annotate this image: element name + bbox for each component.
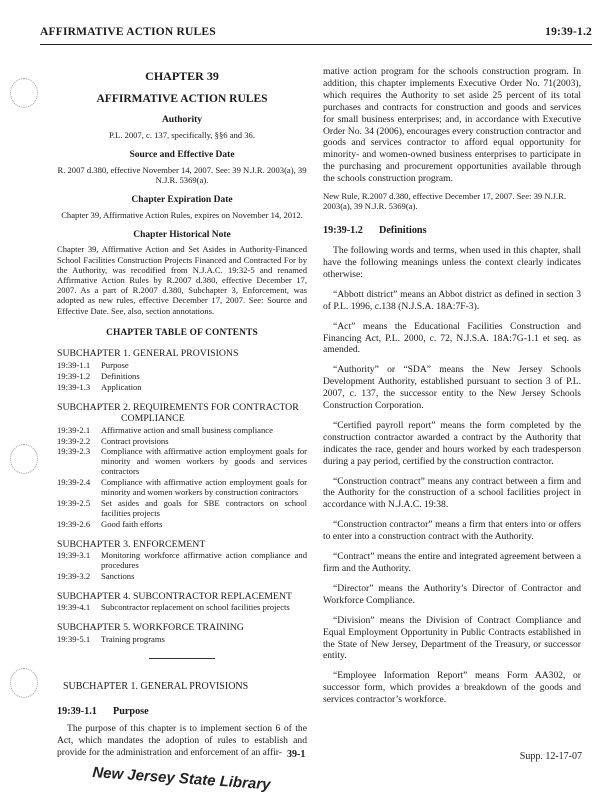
toc-item-number: 19:39-5.1 [57,633,91,644]
toc-item-number: 19:39-2.3 [57,446,91,457]
toc-item-number: 19:39-3.1 [57,550,91,561]
toc-item-text: Good faith efforts [101,518,163,529]
toc-item-number: 19:39-2.5 [57,497,91,508]
toc-item-text: Affirmative action and small business compliance [101,424,273,435]
definition-contract: “Contract” means the entire and integrated agreement between a firm and the Authority. [323,551,581,574]
toc-subchapter [57,348,307,360]
purpose-paragraph-continued: mative action program for the schools construction program. In addition, this chapter implements Executive Order No. 71(2003), which requires the Authority to set aside 25 percent of its total purchases and contracts for construction and goods and services for small business enterprises; and, in accordance with Executive Order No. 34 (2006), encourages every construction contractor and goods and services contractor to afford equal opportunity for minority- and women-owned business enterprises to participate in the purchasing and procurement opportunities available through the schools construction program. [323,66,581,185]
subchapter-1-heading: SUBCHAPTER 1. GENERAL PROVISIONS [63,680,249,692]
definition-employee-information-report: “Employee Information Report” means Form AA302, or successor form, which provides a breakdown of the goods and services contractor’s workforce. [323,670,581,706]
toc-subchapter [57,539,307,551]
authority-heading: Authority [161,115,203,126]
toc-subchapter-title: SUBCHAPTER 5. WORKFORCE TRAINING [57,622,244,634]
toc-subchapter [57,622,307,634]
definitions-section-label: Definitions [379,225,427,237]
definition-act: “Act” means the Educational Facilities Construction and Financing Act, P.L. 2000, c. 72, N.J.S.A. 18A:7G-1.1 et seq. as amended. [323,320,581,356]
toc-subchapter-title: SUBCHAPTER 3. ENFORCEMENT [57,538,206,550]
definitions-section-number: 19:39-1.2 [323,225,363,237]
source-text: R. 2007 d.380, effective November 14, 2007. See: 39 N.J.R. 2003(a), 39 N.J.R. 5369(a). [57,164,307,185]
toc-subchapter-title: SUBCHAPTER 2. REQUIREMENTS FOR CONTRACTOR [57,401,299,413]
toc-item[interactable] [57,361,307,371]
history-text: Chapter 39, Affirmative Action and Set Asides in Authority-Financed School Facilities Construction Projects Financed and Contracted For by the Authority, was recodified from N.J.A.C. 19:32-5 and renamed Affirmative Action Rules by R.2007 d.380, effective December 17, 2007. As a part of R.2007 d.380, Subchapter 3, Enforcement, was adopted as new rules, effective December 17, 2007. See: Source and Effective Date. See, also, section annotations. [57,244,307,316]
chapter-number: CHAPTER 39 [145,69,219,83]
toc-item-text: Compliance with affirmative action employment goals for minority and women workers by goods and services contractors [101,446,307,477]
running-header [40,26,592,42]
definition-abbott-district: “Abbott district” means an Abbot district as defined in section 3 of P.L. 1996, c.138 (N.J.S.A. 18A:7F-3). [323,288,581,312]
toc-item-text: Sanctions [101,570,135,581]
toc-item[interactable] [57,437,307,447]
header-title: AFFIRMATIVE ACTION RULES [40,26,216,38]
definitions-intro: The following words and terms, when used in this chapter, shall have the following meanings unless the context clearly indicates otherwise: [323,245,581,280]
purpose-section-number: 19:39-1.1 [57,706,97,718]
source-heading: Source and Effective Date [129,149,235,160]
definition-construction-contract: “Construction contract” means any contract between a firm and the Authority for the construction of a school facilities project in accordance with N.J.A.C. 19:38. [323,475,581,511]
authority-text: P.L. 2007, c. 137, specifically, §§6 and 36. [109,129,255,140]
toc-subchapter [57,402,307,425]
toc-item[interactable] [57,635,307,645]
toc-item-text: Subcontractor replacement on school facilities projects [101,602,290,613]
page-number: 39-1 [287,749,306,760]
toc-item[interactable] [57,478,307,498]
toc-item[interactable] [57,499,307,519]
purpose-paragraph: The purpose of this chapter is to implement section 6 of the Act, which mandates the adoption of rules to establish and provide for the administration and enforcement of an affir- [57,722,307,758]
toc-subchapter [57,591,307,603]
toc-subchapter-title: SUBCHAPTER 4. SUBCONTRACTOR REPLACEMENT [57,590,292,602]
purpose-section-label: Purpose [113,706,149,718]
header-rule [40,44,592,45]
definition-division: “Division” means the Division of Contract Compliance and Equal Employment Opportunity in Public Contracts established in the State of New Jersey, Department of the Treasury, or successor entity. [323,614,581,662]
toc-item-text: Monitoring workforce affirmative action compliance and procedures [101,550,307,571]
section-divider [149,658,215,659]
definition-certified-payroll-report: “Certified payroll report” means the form completed by the construction contractor awarded a contract by the Authority that indicates the race, gender and hours worked by each tradesperson during a pay period, certified by the construction contractor. [323,419,581,467]
toc-subchapter-title: SUBCHAPTER 1. GENERAL PROVISIONS [57,348,239,360]
toc-item-text: Contract provisions [101,435,169,446]
purpose-section-title [57,706,307,718]
toc-item-number: 19:39-1.2 [57,370,91,381]
toc-subchapter-title-cont: COMPLIANCE [121,413,185,425]
right-column [323,66,581,706]
toc-item-number: 19:39-2.1 [57,424,91,435]
toc-item-text: Application [101,381,142,392]
toc-item-number: 19:39-3.2 [57,570,91,581]
toc-item[interactable] [57,426,307,436]
header-section: 19:39-1.2 [545,26,592,38]
toc-item-text: Purpose [101,359,129,370]
toc-item-text: Set asides and goals for SBE contractors on school facilities projects [101,497,307,518]
definition-authority: “Authority” or “SDA” means the New Jersey Schools Development Authority, established pursuant to section 3 of P.L. 2007, c. 137, the successor entity to the New Jersey Schools Construction Corporation. [323,364,581,412]
toc-item[interactable] [57,603,307,613]
library-stamp: New Jersey State Library [91,764,272,794]
toc-item[interactable] [57,372,307,382]
purpose-source-note: New Rule, R.2007 d.380, effective December 17, 2007. See: 39 N.J.R. 2003(a), 39 N.J.R. 5369(a). [323,191,567,212]
chapter-title: AFFIRMATIVE ACTION RULES [96,92,268,105]
toc-item-number: 19:39-2.6 [57,518,91,529]
expiration-text: Chapter 39, Affirmative Action Rules, expires on November 14, 2012. [61,209,303,220]
left-column [57,66,307,759]
toc-item[interactable] [57,572,307,582]
toc-item-number: 19:39-1.3 [57,381,91,392]
toc-item-text: Training programs [101,633,165,644]
toc-item-text: Compliance with affirmative action employment goals for minority and women workers by construction contractors [101,477,307,498]
punch-hole-middle [10,444,38,474]
toc-item[interactable] [57,447,307,477]
toc-item-number: 19:39-1.1 [57,359,91,370]
definition-construction-contractor: “Construction contractor” means a firm that enters into or offers to enter into a construction contract with the Authority. [323,519,581,543]
table-of-contents [57,348,307,644]
toc-item[interactable] [57,551,307,571]
toc-heading: CHAPTER TABLE OF CONTENTS [106,327,258,338]
punch-hole-top [10,78,38,108]
history-heading: Chapter Historical Note [133,229,231,240]
toc-item[interactable] [57,520,307,530]
toc-item[interactable] [57,383,307,393]
toc-item-number: 19:39-2.4 [57,477,91,488]
definitions-section-title [323,225,581,237]
toc-item-text: Definitions [101,370,140,381]
punch-hole-bottom [10,668,38,698]
expiration-heading: Chapter Expiration Date [131,194,233,205]
definition-director: “Director” means the Authority’s Director of Contractor and Workforce Compliance. [323,582,581,606]
toc-item-number: 19:39-4.1 [57,602,91,613]
toc-item-number: 19:39-2.2 [57,435,91,446]
supplement-date: Supp. 12-17-07 [519,751,582,762]
